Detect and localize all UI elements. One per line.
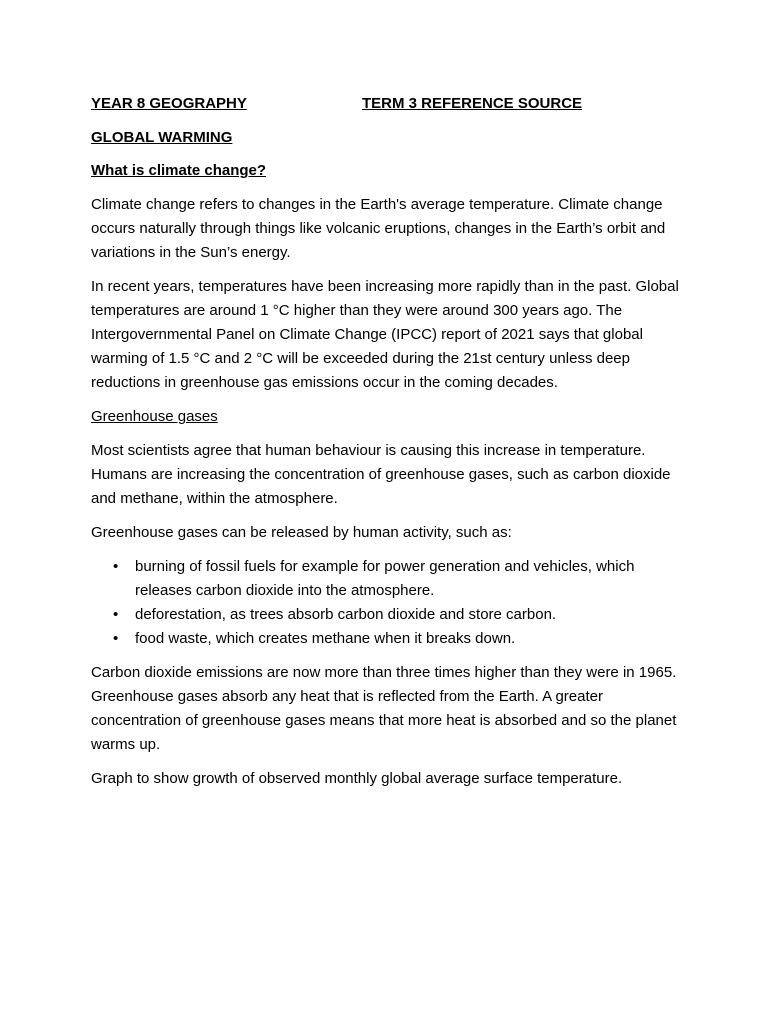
document-content [91, 92, 691, 801]
bullet-icon: • [113, 558, 119, 575]
header-year-subject: YEAR 8 GEOGRAPHY [91, 95, 247, 112]
bullet-icon: • [113, 630, 119, 647]
list-item [91, 627, 691, 651]
climate-change-heading: What is climate change? [91, 162, 267, 179]
climate-change-paragraph-2: In recent years, temperatures have been increasing more rapidly than in the past. Global temperatures are around 1 °C higher than they were around 300 years ago. The Intergovernmental Panel on Climate Change (IPCC) report of 2021 says that global warming of 1.5 °C and 2 °C will be exceeded during the 21st century unless deep reductions in greenhouse gas emissions occur in the coming decades. [91, 278, 679, 391]
list-item [91, 603, 691, 627]
list-item-text: burning of fossil fuels for example for power generation and vehicles, which releases carbon dioxide into the atmosphere. [135, 558, 635, 599]
human-activity-list [91, 555, 691, 651]
list-item-text: deforestation, as trees absorb carbon dioxide and store carbon. [135, 606, 557, 623]
document-header [91, 92, 691, 116]
greenhouse-gases-paragraph-1: Most scientists agree that human behaviour is causing this increase in temperature. Humans are increasing the concentration of greenhouse gases, such as carbon dioxide and methane, within the atmosphere. [91, 442, 671, 507]
bullet-icon: • [113, 606, 119, 623]
greenhouse-gases-paragraph-3: Carbon dioxide emissions are now more than three times higher than they were in 1965. Greenhouse gases absorb any heat that is reflected from the Earth. A greater concentration of greenhouse gases means that more heat is absorbed and so the planet warms up. [91, 664, 677, 753]
graph-caption: Graph to show growth of observed monthly global average surface temperature. [91, 770, 623, 787]
list-item-text: food waste, which creates methane when it breaks down. [135, 630, 516, 647]
header-term-source: TERM 3 REFERENCE SOURCE [362, 95, 583, 112]
greenhouse-gases-paragraph-2: Greenhouse gases can be released by human activity, such as: [91, 524, 512, 541]
greenhouse-gases-heading: Greenhouse gases [91, 408, 218, 425]
list-item [91, 555, 691, 603]
document-title: GLOBAL WARMING [91, 129, 233, 146]
climate-change-paragraph-1: Climate change refers to changes in the Earth's average temperature. Climate change occurs naturally through things like volcanic eruptions, changes in the Earth’s orbit and variations in the Sun’s energy. [91, 196, 666, 261]
